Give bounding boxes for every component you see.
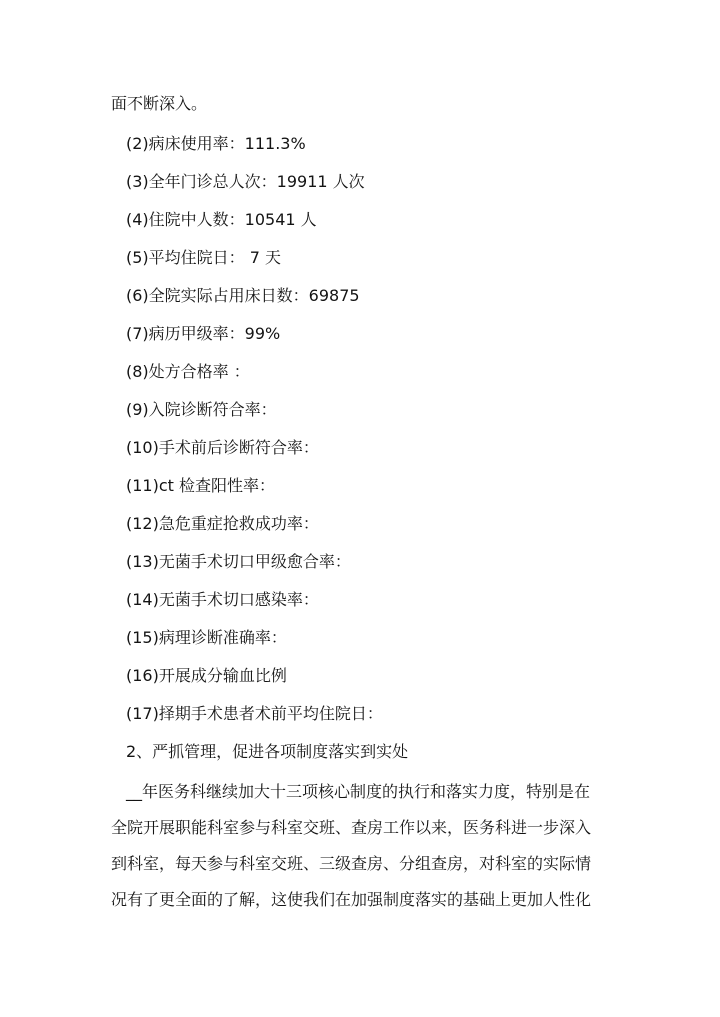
paragraph-line: 况有了更全面的了解，这使我们在加强制度落实的基础上更加人性化 bbox=[111, 890, 592, 909]
paragraph-line: 到科室，每天参与科室交班、三级查房、分组查房，对科室的实际情 bbox=[111, 854, 592, 873]
list-item-admission-diagnosis-rate: (9)入院诊断符合率： bbox=[126, 400, 277, 419]
list-item-surgery-diagnosis-rate: (10)手术前后诊断符合率： bbox=[126, 438, 319, 457]
list-item-prescription-pass-rate: (8)处方合格率 ： bbox=[126, 362, 250, 381]
list-item-bed-usage-rate: (2)病床使用率：111.3% bbox=[126, 134, 306, 153]
list-item-ct-positive-rate: (11)ct 检查阳性率： bbox=[126, 476, 276, 495]
list-item-pathology-accuracy-rate: (15)病理诊断准确率： bbox=[126, 628, 287, 647]
text-line-continuation: 面不断深入。 bbox=[111, 94, 208, 113]
paragraph-line: __年医务科继续加大十三项核心制度的执行和落实力度，特别是在 bbox=[126, 782, 591, 801]
list-item-preoperative-stay: (17)择期手术患者术前平均住院日： bbox=[126, 704, 383, 723]
list-item-record-grade-a-rate: (7)病历甲级率：99% bbox=[126, 324, 281, 343]
list-item-inpatients: (4)住院中人数：10541 人 bbox=[126, 210, 317, 229]
list-item-incision-infection-rate: (14)无菌手术切口感染率： bbox=[126, 590, 319, 609]
list-item-average-stay: (5)平均住院日： 7 天 bbox=[126, 248, 282, 267]
list-item-component-transfusion-ratio: (16)开展成分输血比例 bbox=[126, 666, 287, 685]
paragraph-line: 全院开展职能科室参与科室交班、查房工作以来，医务科进一步深入 bbox=[111, 818, 592, 837]
section-heading: 2、严抓管理，促进各项制度落实到实处 bbox=[126, 742, 409, 761]
list-item-incision-healing-rate: (13)无菌手术切口甲级愈合率： bbox=[126, 552, 351, 571]
list-item-outpatient-visits: (3)全年门诊总人次：19911 人次 bbox=[126, 172, 365, 191]
list-item-bed-days: (6)全院实际占用床日数：69875 bbox=[126, 286, 360, 305]
list-item-rescue-success-rate: (12)急危重症抢救成功率： bbox=[126, 514, 319, 533]
